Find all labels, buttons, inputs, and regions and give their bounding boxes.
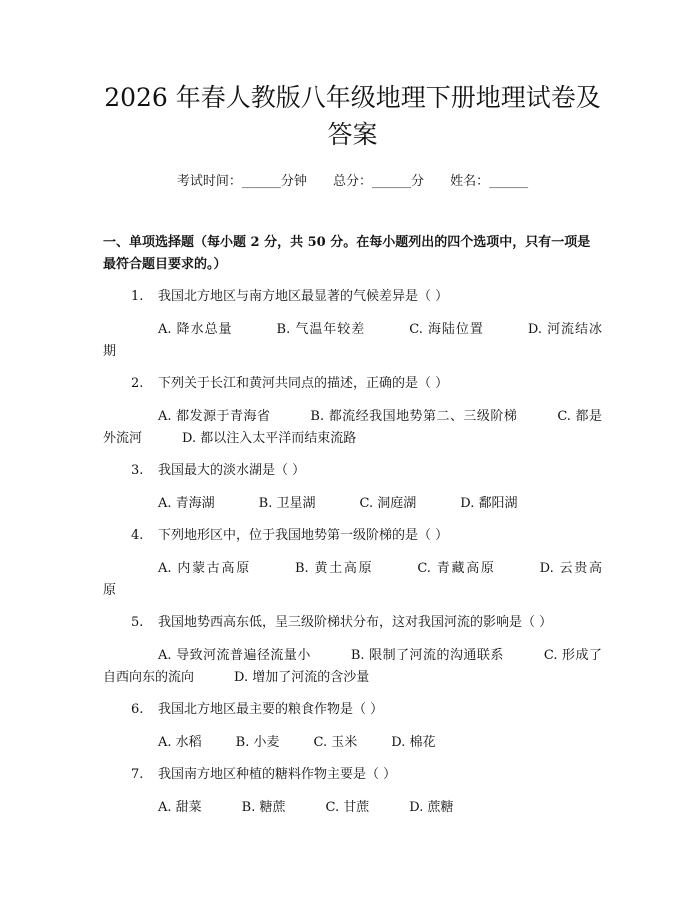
option-a: A. 甜菜 (158, 800, 202, 815)
question-stem (103, 699, 602, 721)
question-5 (103, 612, 602, 689)
question-number: 2. (131, 376, 144, 391)
question-1 (103, 286, 602, 363)
section-heading-single-choice: 一、单项选择题（每小题 2 分，共 50 分。在每小题列出的四个选项中，只有一项是最符合题目要求的。） (103, 235, 591, 272)
option-b: B. 黄土高原 (294, 561, 374, 576)
question-number: 7. (131, 767, 144, 782)
total-score-field: 总分：______分 (332, 174, 424, 189)
option-b: B. 小麦 (235, 735, 280, 750)
option-a: A. 内蒙古高原 (158, 561, 251, 576)
question-4 (103, 525, 602, 602)
question-text: 下列关于长江和黄河共同点的描述，正确的是（ ） (158, 376, 449, 391)
question-3 (103, 460, 602, 515)
option-c: C. 玉米 (313, 735, 358, 750)
question-text: 我国北方地区最主要的粮食作物是（ ） (158, 702, 384, 717)
question-text: 我国最大的淡水湖是（ ） (158, 463, 306, 478)
option-d: D. 云贵高原 (103, 561, 603, 598)
question-number: 1. (131, 289, 144, 304)
exam-title-line2: 答案 (327, 120, 378, 149)
option-d: D. 都以注入太平洋而结束流路 (182, 431, 357, 446)
option-a: A. 导致河流普遍径流量小 (158, 648, 311, 663)
question-number: 6. (131, 702, 144, 717)
option-d: D. 鄱阳湖 (460, 496, 518, 511)
question-stem (103, 612, 602, 634)
question-options (103, 493, 602, 515)
option-c: C. 海陆位置 (409, 322, 484, 337)
option-c: C. 洞庭湖 (359, 496, 417, 511)
question-stem (103, 286, 602, 308)
option-d: D. 河流结冰期 (103, 322, 603, 359)
option-b: B. 糖蔗 (241, 800, 286, 815)
question-options (103, 558, 602, 602)
option-c: C. 形成了自西向东的流向 (103, 648, 603, 685)
option-d: D. 蔗糖 (409, 800, 454, 815)
question-options (103, 797, 602, 819)
option-a: A. 水稻 (158, 735, 202, 750)
question-stem (103, 525, 602, 547)
option-b: B. 气温年较差 (276, 322, 366, 337)
exam-title (103, 0, 602, 153)
question-text: 我国南方地区种植的糖料作物主要是（ ） (158, 767, 397, 782)
question-stem (103, 764, 602, 786)
exam-info-line (103, 172, 602, 192)
question-options (103, 319, 602, 363)
question-2 (103, 373, 602, 450)
question-7 (103, 764, 602, 819)
option-d: D. 棉花 (391, 735, 436, 750)
option-c: C. 青藏高原 (417, 561, 496, 576)
question-options (103, 406, 602, 450)
student-name-field: 姓名：______ (450, 174, 529, 189)
question-stem (103, 373, 602, 395)
question-text: 我国北方地区与南方地区最显著的气候差异是（ ） (158, 289, 449, 304)
option-b: B. 卫星湖 (258, 496, 316, 511)
question-number: 4. (131, 528, 144, 543)
option-a: A. 降水总量 (158, 322, 233, 337)
option-c: C. 甘蔗 (325, 800, 370, 815)
question-number: 3. (131, 463, 144, 478)
question-text: 下列地形区中，位于我国地势第一级阶梯的是（ ） (158, 528, 449, 543)
question-number: 5. (131, 615, 144, 630)
question-6 (103, 699, 602, 754)
option-c: C. 都是外流河 (103, 409, 603, 446)
exam-time-field: 考试时间：______分钟 (176, 174, 307, 189)
question-options (103, 732, 602, 754)
question-text: 我国地势西高东低，呈三级阶梯状分布，这对我国河流的影响是（ ） (158, 615, 553, 630)
option-a: A. 青海湖 (158, 496, 215, 511)
option-b: B. 限制了河流的沟通联系 (350, 648, 504, 663)
question-options (103, 645, 602, 689)
question-stem (103, 460, 602, 482)
option-b: B. 都流经我国地势第二、三级阶梯 (310, 409, 518, 424)
option-a: A. 都发源于青海省 (158, 409, 271, 424)
exam-title-line1: 2026 年春人教版八年级地理下册地理试卷及 (104, 83, 601, 112)
option-d: D. 增加了河流的含沙量 (234, 670, 370, 685)
